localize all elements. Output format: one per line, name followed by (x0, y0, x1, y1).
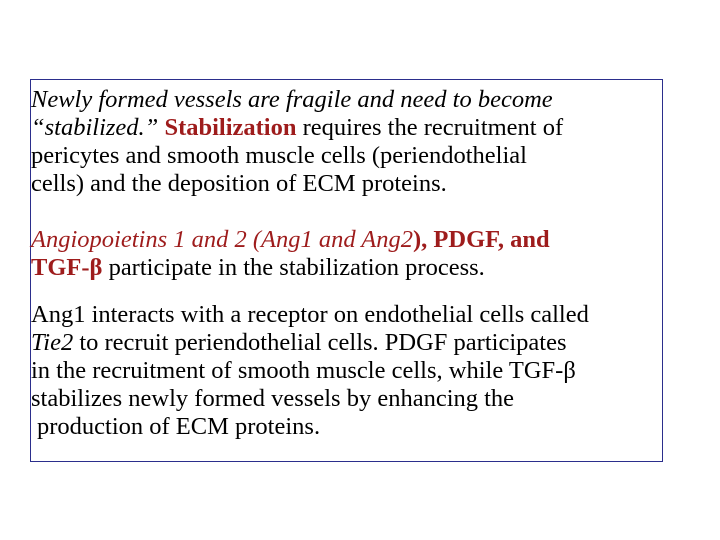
p3-line-1: Ang1 interacts with a receptor on endothelial cells called (31, 301, 589, 328)
p3-line-4: stabilizes newly formed vessels by enhancing the (31, 385, 515, 412)
p2-line-2-rest: participate in the stabilization process. (102, 254, 485, 281)
p2-line-1 (31, 226, 550, 254)
stabilization-keyword: Stabilization (164, 114, 297, 141)
p3-line-2 (31, 329, 589, 357)
paragraph-ang1-tie2 (31, 301, 589, 441)
p1-line-4: cells) and the deposition of ECM proteins. (31, 170, 447, 197)
p3-line-3: in the recruitment of smooth muscle cells, while TGF-β (31, 357, 576, 384)
p1-line-3: pericytes and smooth muscle cells (periendothelial (31, 142, 527, 169)
stabilized-quote: “stabilized.” (31, 114, 159, 141)
p1-line-1: Newly formed vessels are fragile and need to become (31, 86, 553, 113)
p2-line-2 (31, 254, 550, 282)
paragraph-vessel-stabilization (31, 86, 563, 198)
tgf-beta-text: TGF-β (31, 254, 103, 281)
p3-line-2-rest: to recruit periendothelial cells. PDGF participates (73, 329, 567, 356)
p1-line-2 (31, 114, 563, 142)
angiopoietins-text: Angiopoietins 1 and 2 (Ang1 and Ang2 (31, 226, 413, 253)
p1-line-2-rest: requires the recruitment of (296, 114, 564, 141)
pdgf-text: ), PDGF, and (413, 226, 550, 253)
tie2-text: Tie2 (31, 329, 74, 356)
paragraph-stabilization-factors (31, 226, 550, 282)
p3-line-5: production of ECM proteins. (37, 413, 321, 440)
